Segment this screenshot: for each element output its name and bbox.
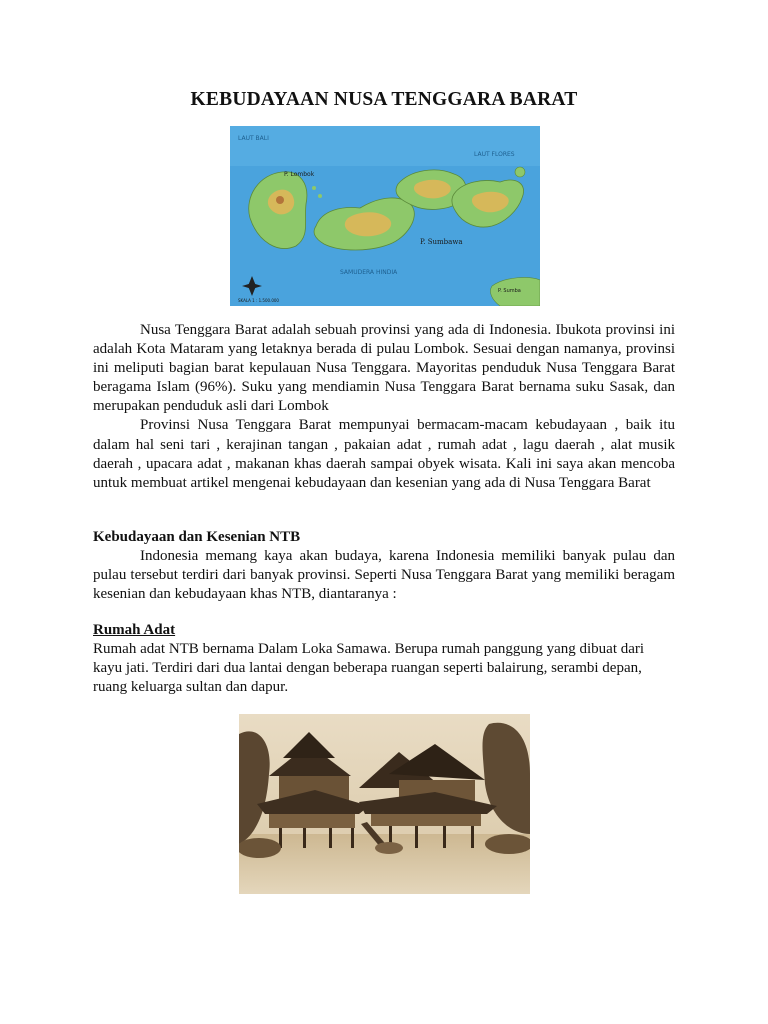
map-illustration xyxy=(230,126,540,306)
intro-paragraph-2: Provinsi Nusa Tenggara Barat mempunyai bermacam-macam kebudayaan , baik itu dalam hal seni tari , kerajinan tangan , pakaian adat , rumah adat , lagu daerah , alat musik daerah , upacara adat , makanan khas daerah sampai obyek wisata. Kali ini saya akan mencoba untuk membuat artikel mengenai kebudayaan dan kesenian yang ada di Nusa Tenggara Barat xyxy=(93,417,675,491)
rumah-adat-photo xyxy=(239,714,530,894)
map-label-sumba: P. Sumba xyxy=(498,288,521,294)
map-label-sea-north-left: LAUT BALI xyxy=(238,135,269,142)
map-label-lombok: P. Lombok xyxy=(284,171,315,178)
page-title: KEBUDAYAAN NUSA TENGGARA BARAT xyxy=(190,89,578,110)
rumah-adat-paragraph: Rumah adat NTB bernama Dalam Loka Samawa. Berupa rumah panggung yang dibuat dari kayu jati. Terdiri dari dua lantai dengan beberapa ruangan seperti balairung, serambi depan, ruang keluarga sultan dan dapur. xyxy=(93,641,645,696)
culture-heading: Kebudayaan dan Kesenian NTB xyxy=(93,529,301,545)
map-label-scale: SKALA 1 : 1.500.000 xyxy=(238,298,279,303)
map-label-sea-south: SAMUDERA HINDIA xyxy=(340,269,398,276)
rumah-adat-section xyxy=(93,621,675,697)
culture-section xyxy=(93,528,675,604)
map-label-sumbawa: P. Sumbawa xyxy=(420,238,463,246)
map-label-sea-north-right: LAUT FLORES xyxy=(474,151,515,158)
ntb-map-image xyxy=(230,126,540,306)
culture-paragraph: Indonesia memang kaya akan budaya, karena Indonesia memiliki banyak pulau dan pulau tersebut terdiri dari banyak provinsi. Seperti Nusa Tenggara Barat yang memiliki beragam kesenian dan kebudayaan khas NTB, diantaranya : xyxy=(93,548,675,603)
intro-paragraph-1: Nusa Tenggara Barat adalah sebuah provinsi yang ada di Indonesia. Ibukota provinsi ini adalah Kota Mataram yang letaknya berada di pulau Lombok. Sesuai dengan namanya, provinsi ini meliputi bagian barat kepulauan Nusa Tenggara. Mayoritas penduduk Nusa Tenggara Barat beragama Islam (96%). Suku yang mendiamin Nusa Tenggara Barat bernama suku Sasak, dan merupakan penduduk asli dari Lombok xyxy=(93,322,675,415)
intro-section xyxy=(93,321,675,493)
house-illustration xyxy=(239,714,530,894)
rumah-adat-heading: Rumah Adat xyxy=(93,622,176,638)
